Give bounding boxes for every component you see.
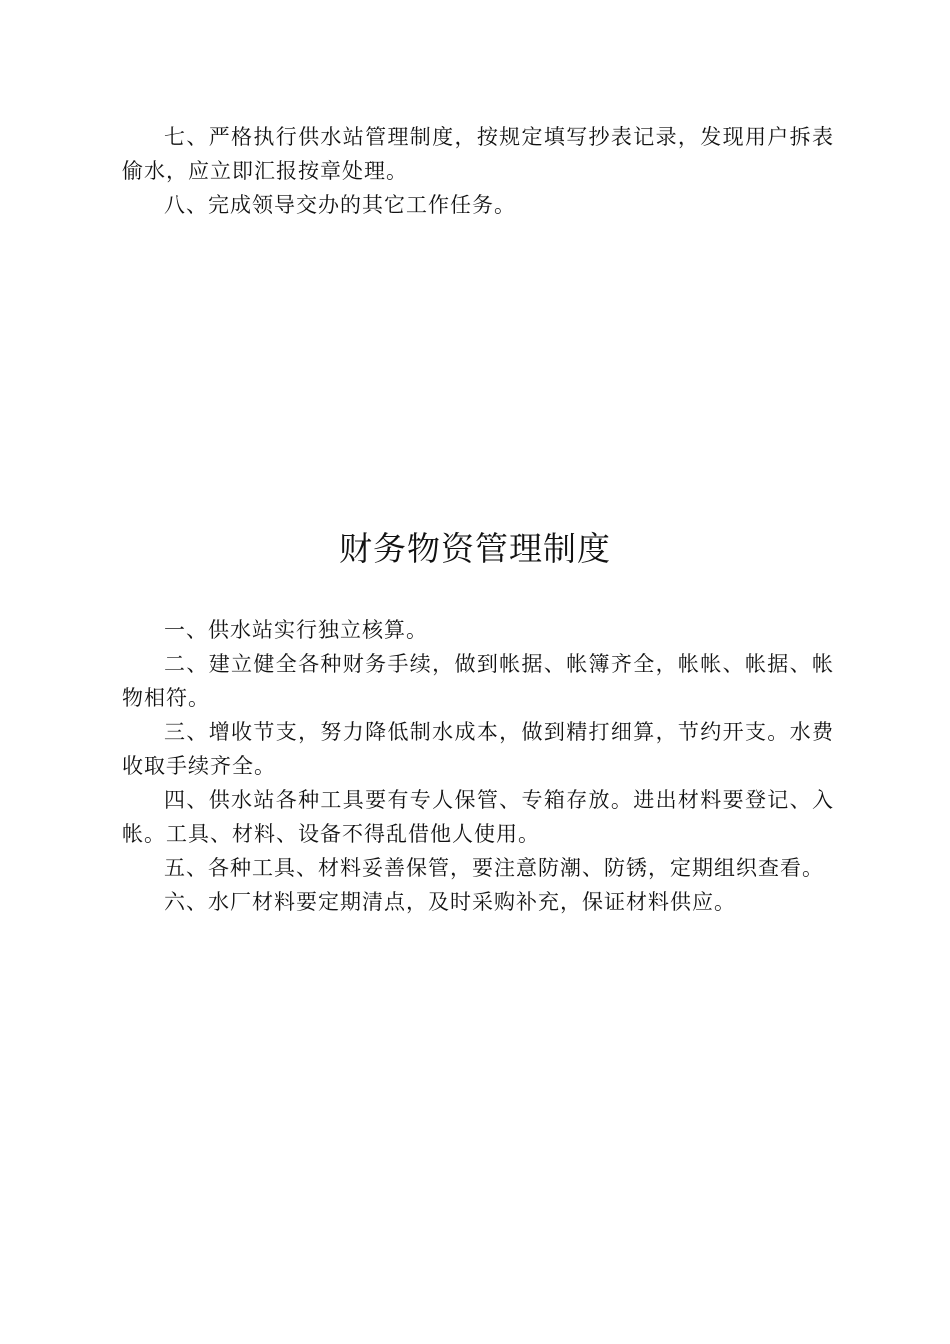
finance-rule-3: 三、增收节支，努力降低制水成本，做到精打细算，节约开支。水费收取手续齐全。 — [122, 720, 834, 778]
finance-rules — [122, 613, 834, 919]
finance-section-title: 财务物资管理制度 — [339, 529, 611, 568]
finance-rule-5: 五、各种工具、材料妥善保管，要注意防潮、防锈，定期组织查看。 — [164, 856, 824, 880]
finance-rule-6: 六、水厂材料要定期清点，及时采购补充，保证材料供应。 — [164, 890, 736, 914]
rule-item-8: 八、完成领导交办的其它工作任务。 — [164, 193, 516, 217]
water-station-rules-continued — [122, 120, 834, 222]
rule-item-7: 七、严格执行供水站管理制度，按规定填写抄表记录，发现用户拆表偷水，应立即汇报按章处理。 — [122, 125, 834, 183]
finance-rule-1: 一、供水站实行独立核算。 — [164, 618, 428, 642]
finance-rule-4: 四、供水站各种工具要有专人保管、专箱存放。进出材料要登记、入帐。工具、材料、设备不得乱借他人使用。 — [122, 788, 834, 846]
finance-rule-2: 二、建立健全各种财务手续，做到帐据、帐簿齐全，帐帐、帐据、帐物相符。 — [122, 652, 834, 710]
